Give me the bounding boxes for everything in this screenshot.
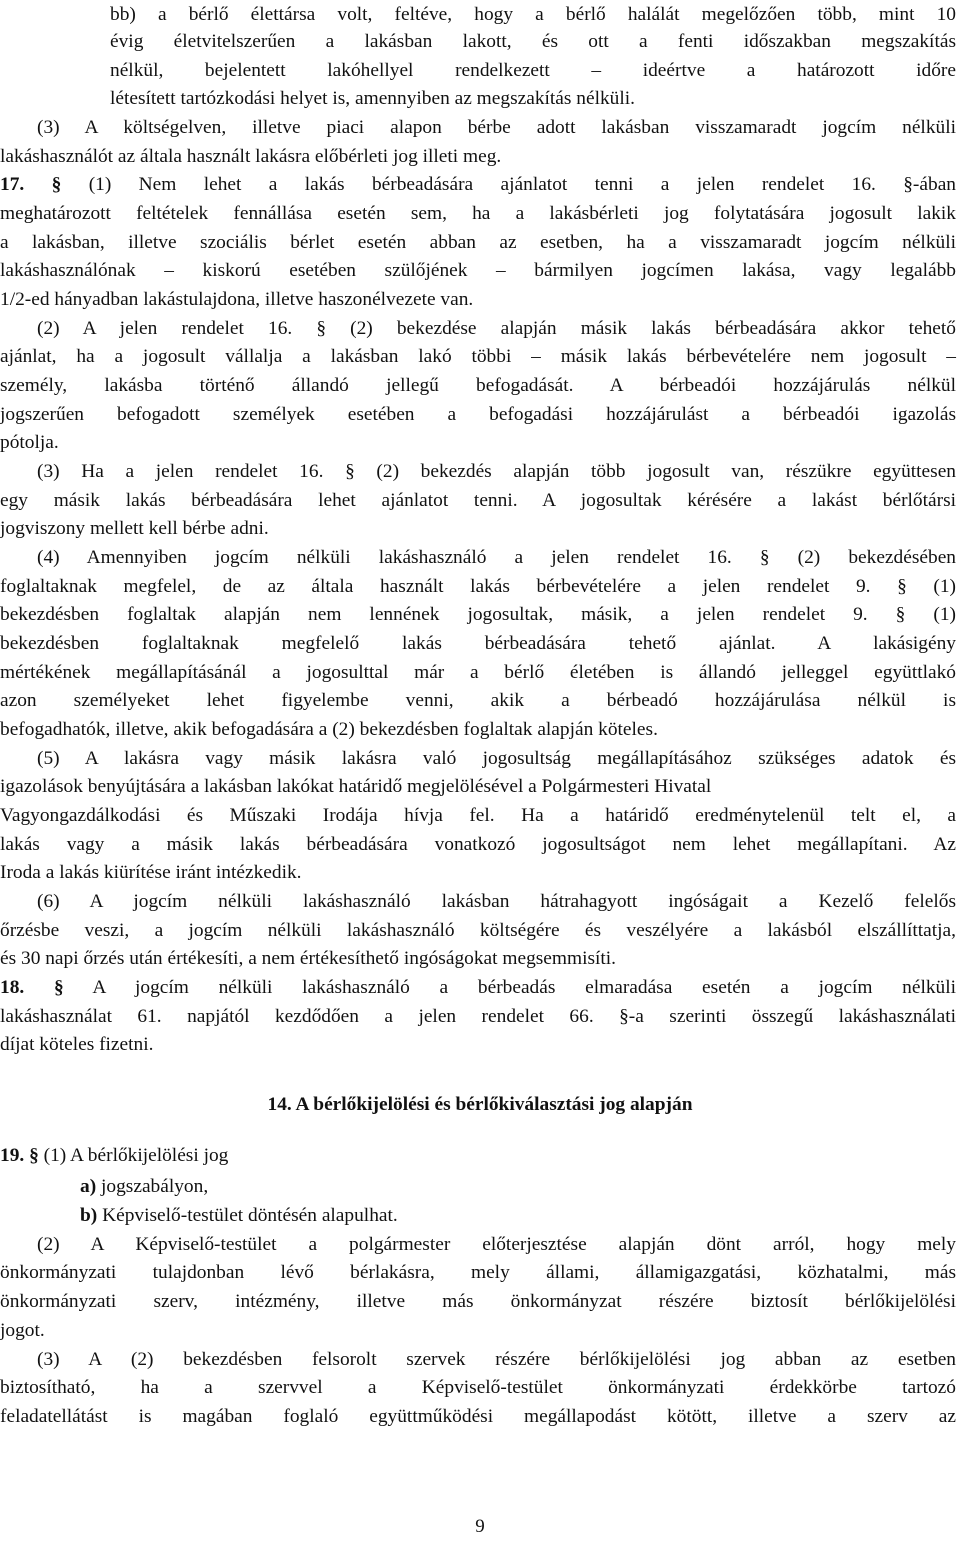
text-line: őrzésbe veszi, a jogcím nélküli lakáshasználó költségére és veszélyére a lakásból elszállíttatja,: [0, 920, 956, 941]
section-marker: 17. §: [0, 174, 62, 195]
text-line: lakáshasználónak – kiskorú esetében szülőjének – bármilyen jogcímen lakása, vagy legalább: [0, 260, 956, 281]
section-19-line: [0, 1141, 228, 1170]
text-line: lakáshasználat 61. napjától kezdődően a jelen rendelet 66. §-a szerinti összegű lakáshasználati: [0, 1006, 956, 1027]
text-line: feladatellátást is magában foglaló együttműködési megállapodást kötött, illetve a szerv az: [0, 1406, 956, 1427]
text-line: jogviszony mellett kell bérbe adni.: [0, 518, 269, 539]
list-item-text: jogszabályon,: [101, 1176, 209, 1197]
text-line: (3) A (2) bekezdésben felsorolt szervek részére bérlőkijelölési jog abban az esetben: [37, 1349, 956, 1370]
text-line: azon személyeket lehet figyelembe venni, akik a bérbeadó hozzájárulása nélkül is: [0, 690, 956, 711]
text-line: Vagyongazdálkodási és Műszaki Irodája hívja fel. Ha a határidő eredménytelenül telt el, a: [0, 805, 956, 826]
text-line: jogszerűen befogadott személyek esetében a befogadási hozzájárulást a bérbeadói igazolás: [0, 404, 956, 425]
text-line: (2) A jelen rendelet 16. § (2) bekezdése alapján másik lakás bérbeadására akkor tehető: [37, 318, 956, 339]
text-line: a lakásban, illetve szociális bérlet esetén abban az esetben, ha a visszamaradt jogcím nélküli: [0, 232, 956, 253]
text-line: biztosítható, ha a szervvel a Képviselő-testület önkormányzati érdekkörbe tartozó: [0, 1377, 956, 1398]
text-line: bekezdésben foglaltak alapján nem lennének jogosultak, másik, a jelen rendelet 9. § (1): [0, 604, 956, 625]
text-line: Iroda a lakás kiürítése iránt intézkedik.: [0, 862, 302, 883]
text-line: és 30 napi őrzés után értékesíti, a nem értékesíthető ingóságokat megsemmisíti.: [0, 948, 617, 969]
text-line: (3) Ha a jelen rendelet 16. § (2) bekezdés alapján több jogosult van, részükre együttesen: [37, 461, 956, 482]
text-span: (1) Nem lehet a lakás bérbeadására ajánlatot tenni a jelen rendelet 16. §-ában: [88, 174, 956, 195]
section-marker: 18. §: [0, 977, 64, 998]
text-line: önkormányzati szerv, intézmény, illetve más önkormányzat részére biztosít bérlőkijelölési: [0, 1291, 956, 1312]
text-line: (2) A Képviselő-testület a polgármester előterjesztése alapján dönt arról, hogy mely: [37, 1234, 956, 1255]
text-line: jogot.: [0, 1320, 45, 1341]
page-number: 9: [475, 1516, 485, 1537]
text-line: évig életvitelszerűen a lakásban lakott, és ott a fenti időszakban megszakítás: [110, 31, 956, 52]
text-line: 1/2-ed hányadban lakástulajdona, illetve haszonélvezete van.: [0, 289, 474, 310]
text-line: nélkül, bejelentett lakóhellyel rendelkezett – ideértve a határozott időre: [110, 60, 956, 81]
list-item: [80, 1201, 398, 1230]
section-title: 14. A bérlőkijelölési és bérlőkiválasztási jog alapján: [267, 1094, 693, 1115]
text-line: létesített tartózkodási helyet is, amennyiben az megszakítás nélküli.: [110, 88, 635, 109]
text-line: személy, lakásba történő állandó jellegű befogadását. A bérbeadói hozzájárulás nélkül: [0, 375, 956, 396]
text-line: (3) A költségelven, illetve piaci alapon bérbe adott lakásban visszamaradt jogcím nélküli: [37, 117, 956, 138]
text-line: önkormányzati tulajdonban lévő bérlakásra, mely állami, államigazgatási, közhatalmi, más: [0, 1262, 956, 1283]
section-18-line: [0, 973, 956, 1002]
list-marker: a): [80, 1176, 97, 1197]
section-17-line: [0, 170, 956, 199]
text-line: igazolások benyújtására a lakásban lakókat határidő megjelölésével a Polgármesteri Hivatal: [0, 776, 712, 797]
text-line: lakáshasználót az általa használt lakásra előbérleti jog illeti meg.: [0, 146, 502, 167]
text-line: mértékének megállapításánál a jogosulttal már a bérlő életében is állandó jelleggel együttlakó: [0, 662, 956, 683]
text-line: bekezdésben foglaltaknak megfelelő lakás bérbeadására tehető ajánlat. A lakásigény: [0, 633, 956, 654]
text-line: foglaltaknak megfelel, de az általa használt lakás bérbevételére a jelen rendelet 9. § (1): [0, 576, 956, 597]
text-line: lakás vagy a másik lakás bérbeadására vonatkozó jogosultságot nem lehet megállapítani. Az: [0, 834, 956, 855]
text-line: pótolja.: [0, 432, 59, 453]
text-line: (4) Amennyiben jogcím nélküli lakáshasználó a jelen rendelet 16. § (2) bekezdésében: [37, 547, 956, 568]
text-line: meghatározott feltételek fennállása esetén sem, ha a lakásbérleti jog folytatására jogosult lakik: [0, 203, 956, 224]
section-marker: 19. §: [0, 1145, 39, 1166]
text-line: (6) A jogcím nélküli lakáshasználó lakásban hátrahagyott ingóságait a Kezelő felelős: [37, 891, 956, 912]
list-item: [80, 1172, 208, 1201]
text-line: befogadhatók, illetve, akik befogadására a (2) bekezdésben foglaltak alapján köteles.: [0, 719, 658, 740]
text-line: ajánlat, ha a jogosult vállalja a lakásban lakó többi – másik lakás bérbevételére nem jogosult –: [0, 346, 956, 367]
text-line: egy másik lakás bérbeadására lehet ajánlatot tenni. A jogosultak kérésére a lakást bérlőtársi: [0, 490, 956, 511]
list-marker: b): [80, 1205, 98, 1226]
text-line: (5) A lakásra vagy másik lakásra való jogosultság megállapításához szükséges adatok és: [37, 748, 956, 769]
text-line: bb) a bérlő élettársa volt, feltéve, hogy a bérlő halálát megelőzően több, mint 10: [110, 4, 956, 25]
list-item-text: Képviselő-testület döntésén alapulhat.: [102, 1205, 398, 1226]
text-line: díjat köteles fizetni.: [0, 1034, 154, 1055]
text-span: A jogcím nélküli lakáshasználó a bérbeadás elmaradása esetén a jogcím nélküli: [92, 977, 957, 998]
text-span: (1) A bérlőkijelölési jog: [43, 1145, 229, 1166]
